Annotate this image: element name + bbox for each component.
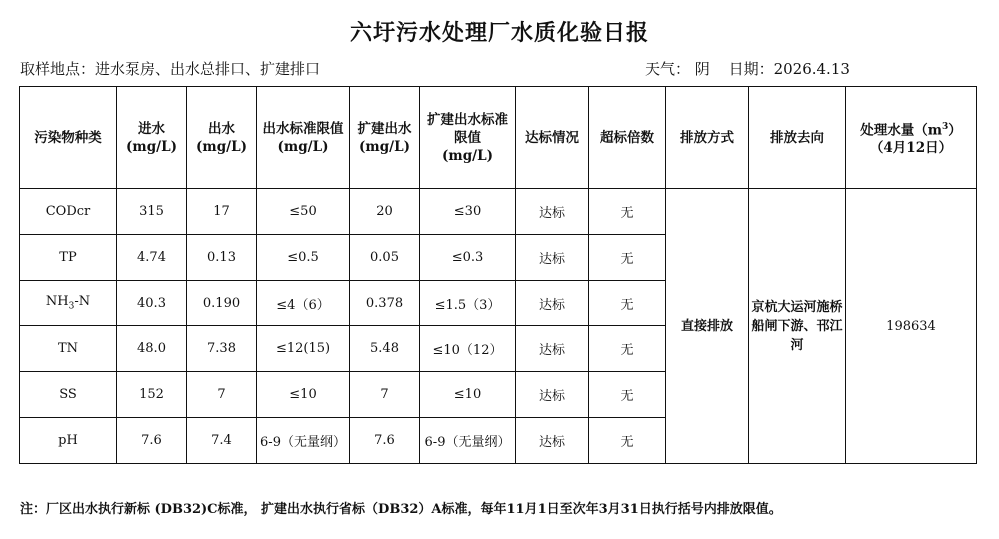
ext-cell: 7 [350, 372, 420, 418]
pollutant-cell: pH [20, 418, 117, 464]
sampling-location: 取样地点：进水泵房、出水总排口、扩建排口 [20, 60, 321, 78]
ext-cell: 7.6 [350, 418, 420, 464]
compliance-cell: 达标 [516, 189, 589, 235]
pollutant-cell: $NH_3-N$ [20, 280, 117, 326]
compliance-cell: 达标 [516, 372, 589, 418]
exceed-cell: 无 [589, 326, 666, 372]
compliance-cell: 达标 [516, 326, 589, 372]
discharge-destination-cell: 京杭大运河施桥船闸下游、邗江河 [749, 189, 846, 464]
limit-cell: ≤50 [257, 189, 350, 235]
ext-cell: 20 [350, 189, 420, 235]
influent-cell: 40.3 [117, 280, 187, 326]
pollutant-cell: SS [20, 372, 117, 418]
header-exceed-ratio: 超标倍数 [589, 87, 666, 189]
limit-cell: ≤10 [257, 372, 350, 418]
effluent-cell: 17 [187, 189, 257, 235]
pollutant-cell: TP [20, 234, 117, 280]
ext-limit-cell: ≤30 [420, 189, 516, 235]
ext-limit-cell: ≤1.5（3） [420, 280, 516, 326]
influent-cell: 4.74 [117, 234, 187, 280]
header-discharge-method: 排放方式 [666, 87, 749, 189]
influent-cell: 7.6 [117, 418, 187, 464]
report-title: 六圩污水处理厂水质化验日报 [349, 20, 649, 46]
compliance-cell: 达标 [516, 418, 589, 464]
header-effluent: 出水 (mg/L) [187, 87, 257, 189]
effluent-cell: 7 [187, 372, 257, 418]
limit-cell: ≤12(15) [257, 326, 350, 372]
ext-cell: 0.05 [350, 234, 420, 280]
limit-cell: ≤4（6） [257, 280, 350, 326]
limit-cell: 6-9（无量纲） [257, 418, 350, 464]
report-date: 日期：2026.4.13 [728, 60, 850, 78]
limit-cell: ≤0.5 [257, 234, 350, 280]
treatment-volume-cell: 198634 [846, 189, 977, 464]
header-influent: 进水 (mg/L) [117, 87, 187, 189]
weather-date [645, 58, 864, 79]
effluent-cell: 7.4 [187, 418, 257, 464]
ext-limit-cell: 6-9（无量纲） [420, 418, 516, 464]
header-treatment-volume: 处理水量$(m^3)$ （4月12日） [846, 87, 977, 189]
exceed-cell: 无 [589, 280, 666, 326]
ext-limit-cell: ≤0.3 [420, 234, 516, 280]
influent-cell: 315 [117, 189, 187, 235]
ext-cell: 5.48 [350, 326, 420, 372]
effluent-cell: 0.190 [187, 280, 257, 326]
pollutant-cell: CODcr [20, 189, 117, 235]
effluent-cell: 7.38 [187, 326, 257, 372]
exceed-cell: 无 [589, 372, 666, 418]
ext-limit-cell: ≤10（12） [420, 326, 516, 372]
compliance-cell: 达标 [516, 280, 589, 326]
influent-cell: 48.0 [117, 326, 187, 372]
header-ext-effluent: 扩建出水 (mg/L) [350, 87, 420, 189]
ext-cell: 0.378 [350, 280, 420, 326]
header-pollutant: 污染物种类 [20, 87, 117, 189]
pollutant-cell: TN [20, 326, 117, 372]
header-row [20, 87, 977, 189]
weather: 天气： 阴 [645, 60, 710, 78]
discharge-method-cell: 直接排放 [666, 189, 749, 464]
header-compliance: 达标情况 [516, 87, 589, 189]
table-row [20, 189, 977, 235]
exceed-cell: 无 [589, 234, 666, 280]
compliance-cell: 达标 [516, 234, 589, 280]
ext-limit-cell: ≤10 [420, 372, 516, 418]
exceed-cell: 无 [589, 418, 666, 464]
footnote: 注：厂区出水执行新标 (DB32)C标准， 扩建出水执行省标（DB32）A标准，每年11月1日至次年3月31日执行括号内排放限值。 [20, 502, 782, 517]
header-effluent-limit: 出水标准限值(mg/L) [257, 87, 350, 189]
header-ext-limit: 扩建出水标准限值 (mg/L) [420, 87, 516, 189]
water-quality-table [19, 86, 977, 464]
header-discharge-destination: 排放去向 [749, 87, 846, 189]
exceed-cell: 无 [589, 189, 666, 235]
influent-cell: 152 [117, 372, 187, 418]
effluent-cell: 0.13 [187, 234, 257, 280]
